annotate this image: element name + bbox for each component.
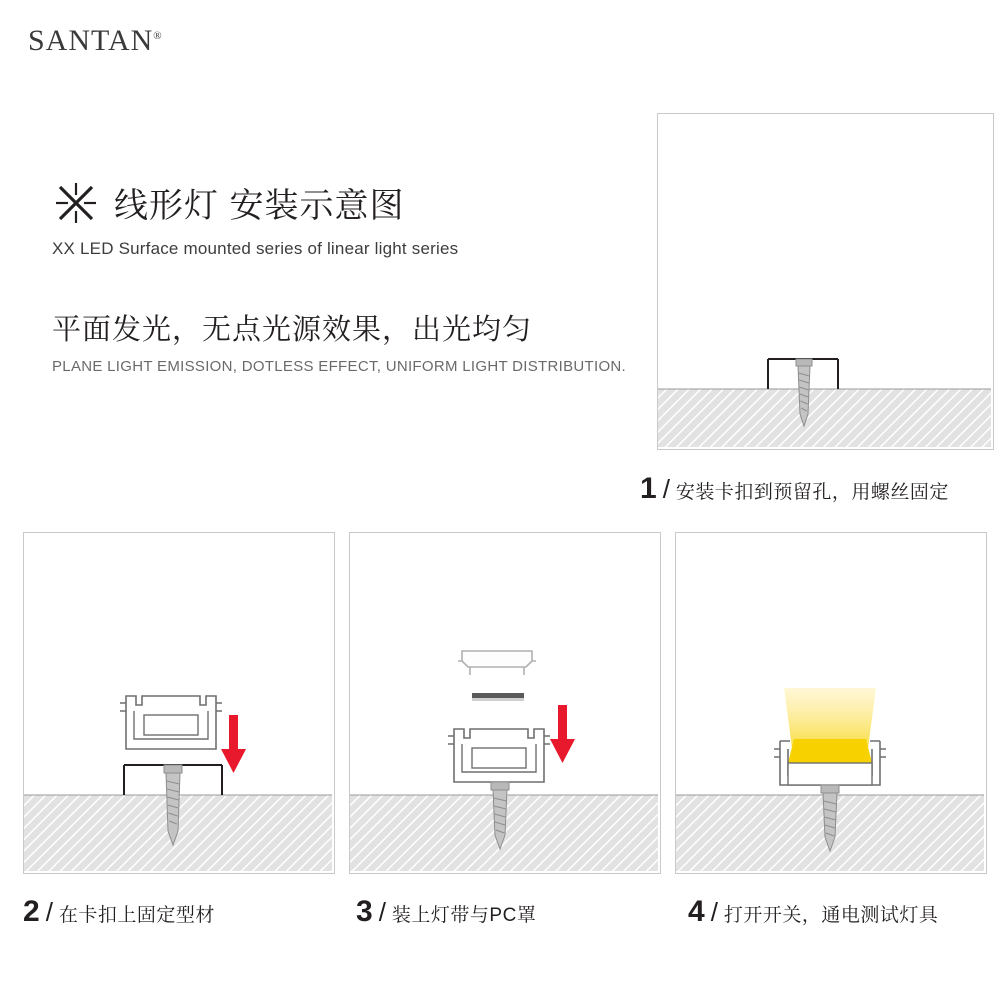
registered-mark: ®: [153, 30, 163, 42]
down-arrow: [550, 705, 575, 763]
step-2-illustration: [23, 532, 335, 874]
step-4-number: 4: [688, 895, 705, 928]
brand-name: SANTAN: [28, 24, 154, 57]
step-3-number: 3: [356, 895, 373, 928]
step-1-text: 安装卡扣到预留孔，用螺丝固定: [675, 482, 949, 503]
step-2-caption: [23, 895, 215, 929]
step-1-caption: [640, 472, 949, 506]
step-3-text: 装上灯带与PC罩: [391, 905, 537, 926]
brand-logo: [28, 24, 163, 58]
step-1-illustration: [657, 113, 994, 450]
feature-line-cn: 平面发光，无点光源效果，出光均匀: [52, 314, 533, 346]
headline-block: [52, 178, 632, 375]
x-burst-icon: [52, 179, 100, 227]
step-1-number: 1: [640, 472, 657, 505]
page-title: 线形灯 安装示意图: [114, 187, 405, 225]
step-2-text: 在卡扣上固定型材: [58, 905, 215, 926]
step-3-caption: [356, 895, 536, 929]
step-4-illustration: [675, 532, 987, 874]
step-3-separator: /: [378, 897, 386, 927]
step-1-separator: /: [662, 474, 670, 504]
title-row: [52, 178, 632, 227]
step-2-separator: /: [45, 897, 53, 927]
step-3-illustration: [349, 532, 661, 874]
feature-line-en: PLANE LIGHT EMISSION, DOTLESS EFFECT, UNIFORM LIGHT DISTRIBUTION.: [52, 358, 627, 375]
step-4-text: 打开开关，通电测试灯具: [723, 905, 939, 926]
step-4-separator: /: [710, 897, 718, 927]
step-4-caption: [688, 895, 938, 929]
down-arrow: [221, 715, 246, 773]
page-subtitle-en: XX LED Surface mounted series of linear light series: [52, 239, 459, 258]
step-2-number: 2: [23, 895, 40, 928]
